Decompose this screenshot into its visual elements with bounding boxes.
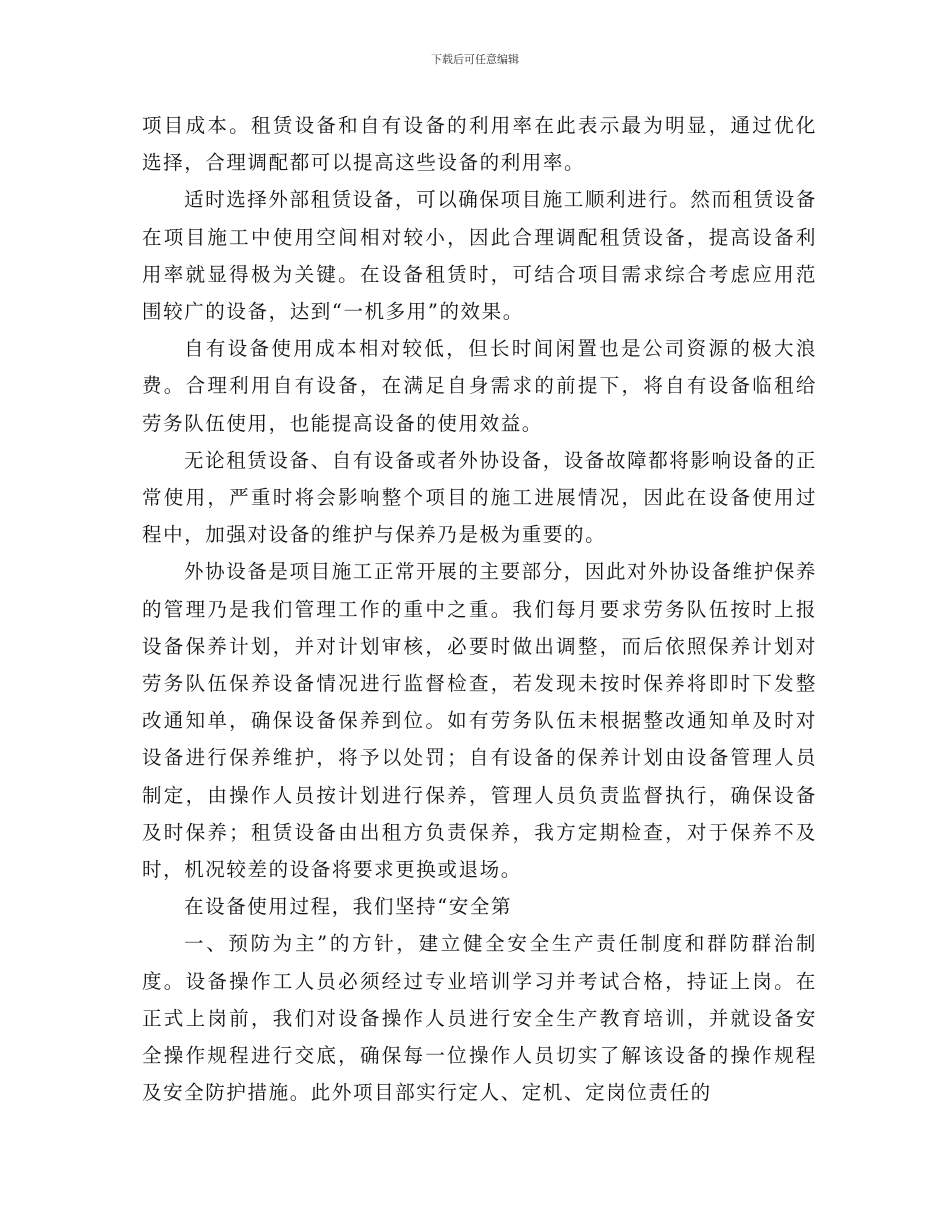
paragraph-3: 自有设备使用成本相对较低，但长时间闲置也是公司资源的极大浪费。合理利用自有设备，在满足自身需求的前提下，将自有设备临租给劳务队伍使用，也能提高设备的使用效益。 — [142, 337, 817, 435]
paragraph-4: 无论租赁设备、自有设备或者外协设备，设备故障都将影响设备的正常使用，严重时将会影响整个项目的施工进展情况，因此在设备使用过程中，加强对设备的维护与保养乃是极为重要的。 — [142, 448, 818, 547]
paragraph-6: 在设备使用过程，我们坚持“安全第 — [184, 895, 513, 919]
document-body — [142, 107, 817, 1111]
paragraph-7: 一、预防为主”的方针，建立健全安全生产责任制度和群防群治制度。设备操作工人员必须经过专业培训学习并考试合格，持证上岗。在正式上岗前，我们对设备操作人员进行安全生产教育培训，并就设备安全操作规程进行交底，确保每一位操作人员切实了解该设备的操作规程及安全防护措施。此外项目部实行定人、定机、定岗位责任的 — [142, 932, 817, 1105]
paragraph-2: 适时选择外部租赁设备，可以确保项目施工顺利进行。然而租赁设备在项目施工中使用空间相对较小，因此合理调配租赁设备，提高设备利用率就显得极为关键。在设备租赁时，可结合项目需求综合考虑应用范围较广的设备，达到“一机多用”的效果。 — [142, 188, 818, 324]
paragraph-5: 外协设备是项目施工正常开展的主要部分，因此对外协设备维护保养的管理乃是我们管理工作的重中之重。我们每月要求劳务队伍按时上报设备保养计划，并对计划审核，必要时做出调整，而后依照保养计划对劳务队伍保养设备情况进行监督检查，若发现未按时保养将即时下发整改通知单，确保设备保养到位。如有劳务队伍未根据整改通知单及时对设备进行保养维护，将予以处罚；自有设备的保养计划由设备管理人员制定，由操作人员按计划进行保养，管理人员负责监督执行，确保设备及时保养；租赁设备由出租方负责保养，我方定期检查，对于保养不及时，机况较差的设备将要求更换或退场。 — [142, 560, 818, 882]
page-header: 下载后可任意编辑 — [431, 53, 519, 66]
paragraph-1: 项目成本。租赁设备和自有设备的利用率在此表示最为明显，通过优化选择，合理调配都可以提高这些设备的利用率。 — [142, 114, 817, 175]
